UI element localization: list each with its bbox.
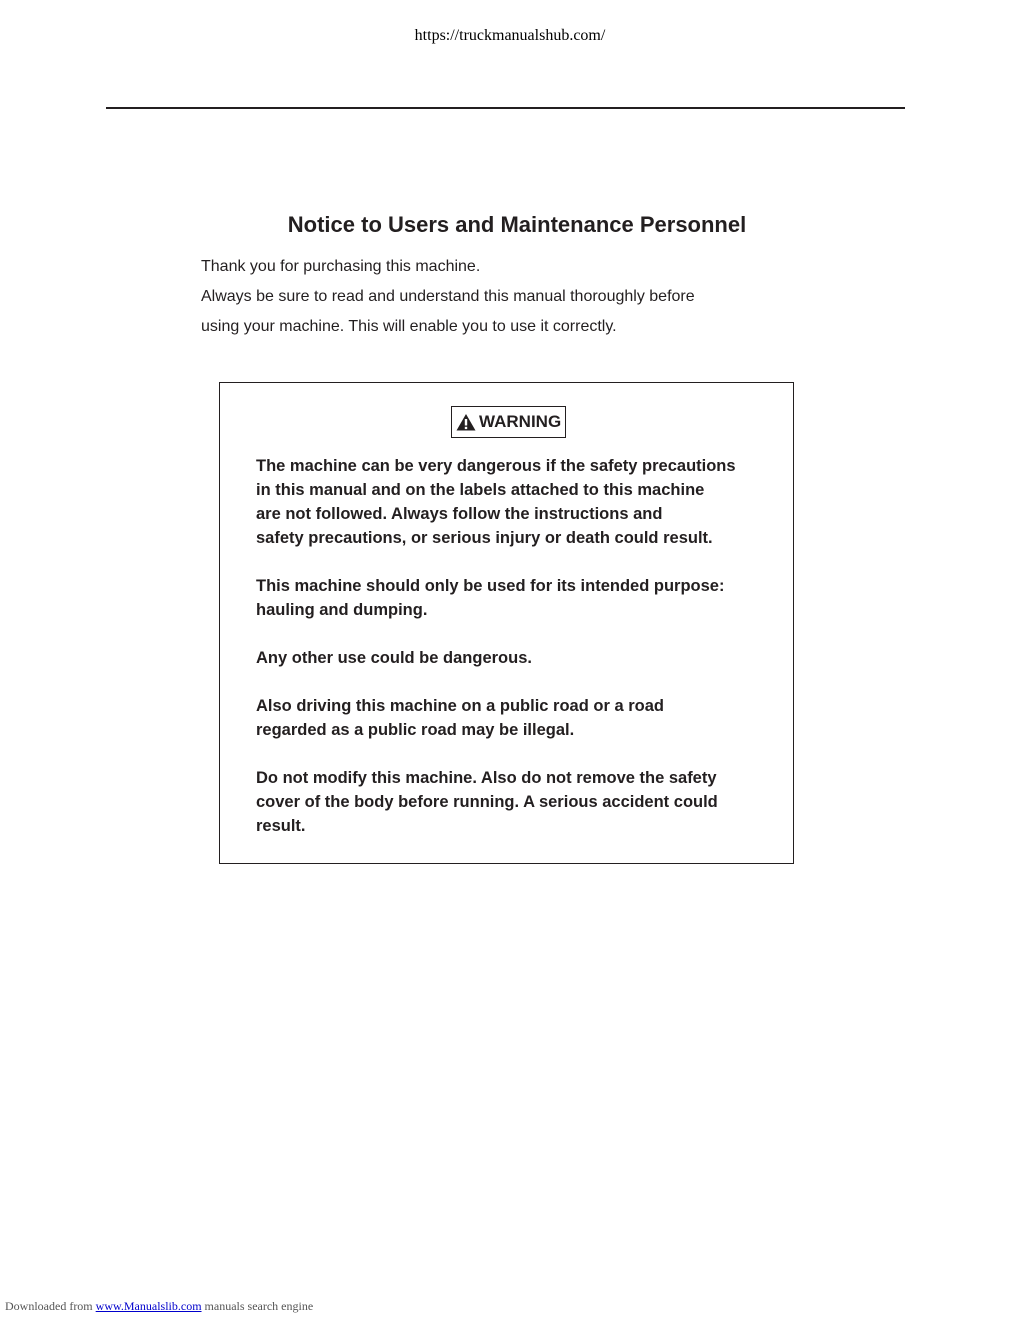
warning-label-text: WARNING [479,412,562,431]
intro-line: Thank you for purchasing this machine. [201,258,481,275]
warning-label [451,406,566,438]
warning-line: are not followed. Always follow the instructions and [256,505,663,523]
warning-line: hauling and dumping. [256,601,428,619]
footer-suffix: manuals search engine [201,1299,314,1313]
warning-paragraph [256,646,776,670]
warning-paragraph [256,574,776,622]
footer [5,1299,313,1314]
warning-line: Any other use could be dangerous. [256,649,532,667]
top-divider [106,107,905,109]
warning-box [219,382,794,864]
warning-line: result. [256,817,306,835]
warning-line: Also driving this machine on a public road or a road [256,697,664,715]
header-url: https://truckmanualshub.com/ [414,27,606,44]
footer-prefix: Downloaded from [5,1299,96,1313]
warning-line: cover of the body before running. A serious accident could [256,793,718,811]
warning-paragraph [256,766,776,838]
warning-line: regarded as a public road may be illegal. [256,721,575,739]
intro-text [201,252,821,342]
intro-line: Always be sure to read and understand this manual thoroughly before [201,288,695,305]
page-title: Notice to Users and Maintenance Personnel [287,212,747,237]
warning-paragraph [256,454,776,550]
warning-text [256,454,776,862]
warning-line: This machine should only be used for its intended purpose: [256,577,725,595]
warning-triangle-icon [456,413,476,431]
warning-line: Do not modify this machine. Also do not remove the safety [256,769,717,787]
warning-line: The machine can be very dangerous if the safety precautions [256,457,736,475]
intro-line: using your machine. This will enable you to use it correctly. [201,318,617,335]
warning-line: in this manual and on the labels attached to this machine [256,481,705,499]
manualslib-link[interactable]: www.Manualslib.com [95,1299,202,1313]
warning-paragraph [256,694,776,742]
warning-line: safety precautions, or serious injury or death could result. [256,529,713,547]
